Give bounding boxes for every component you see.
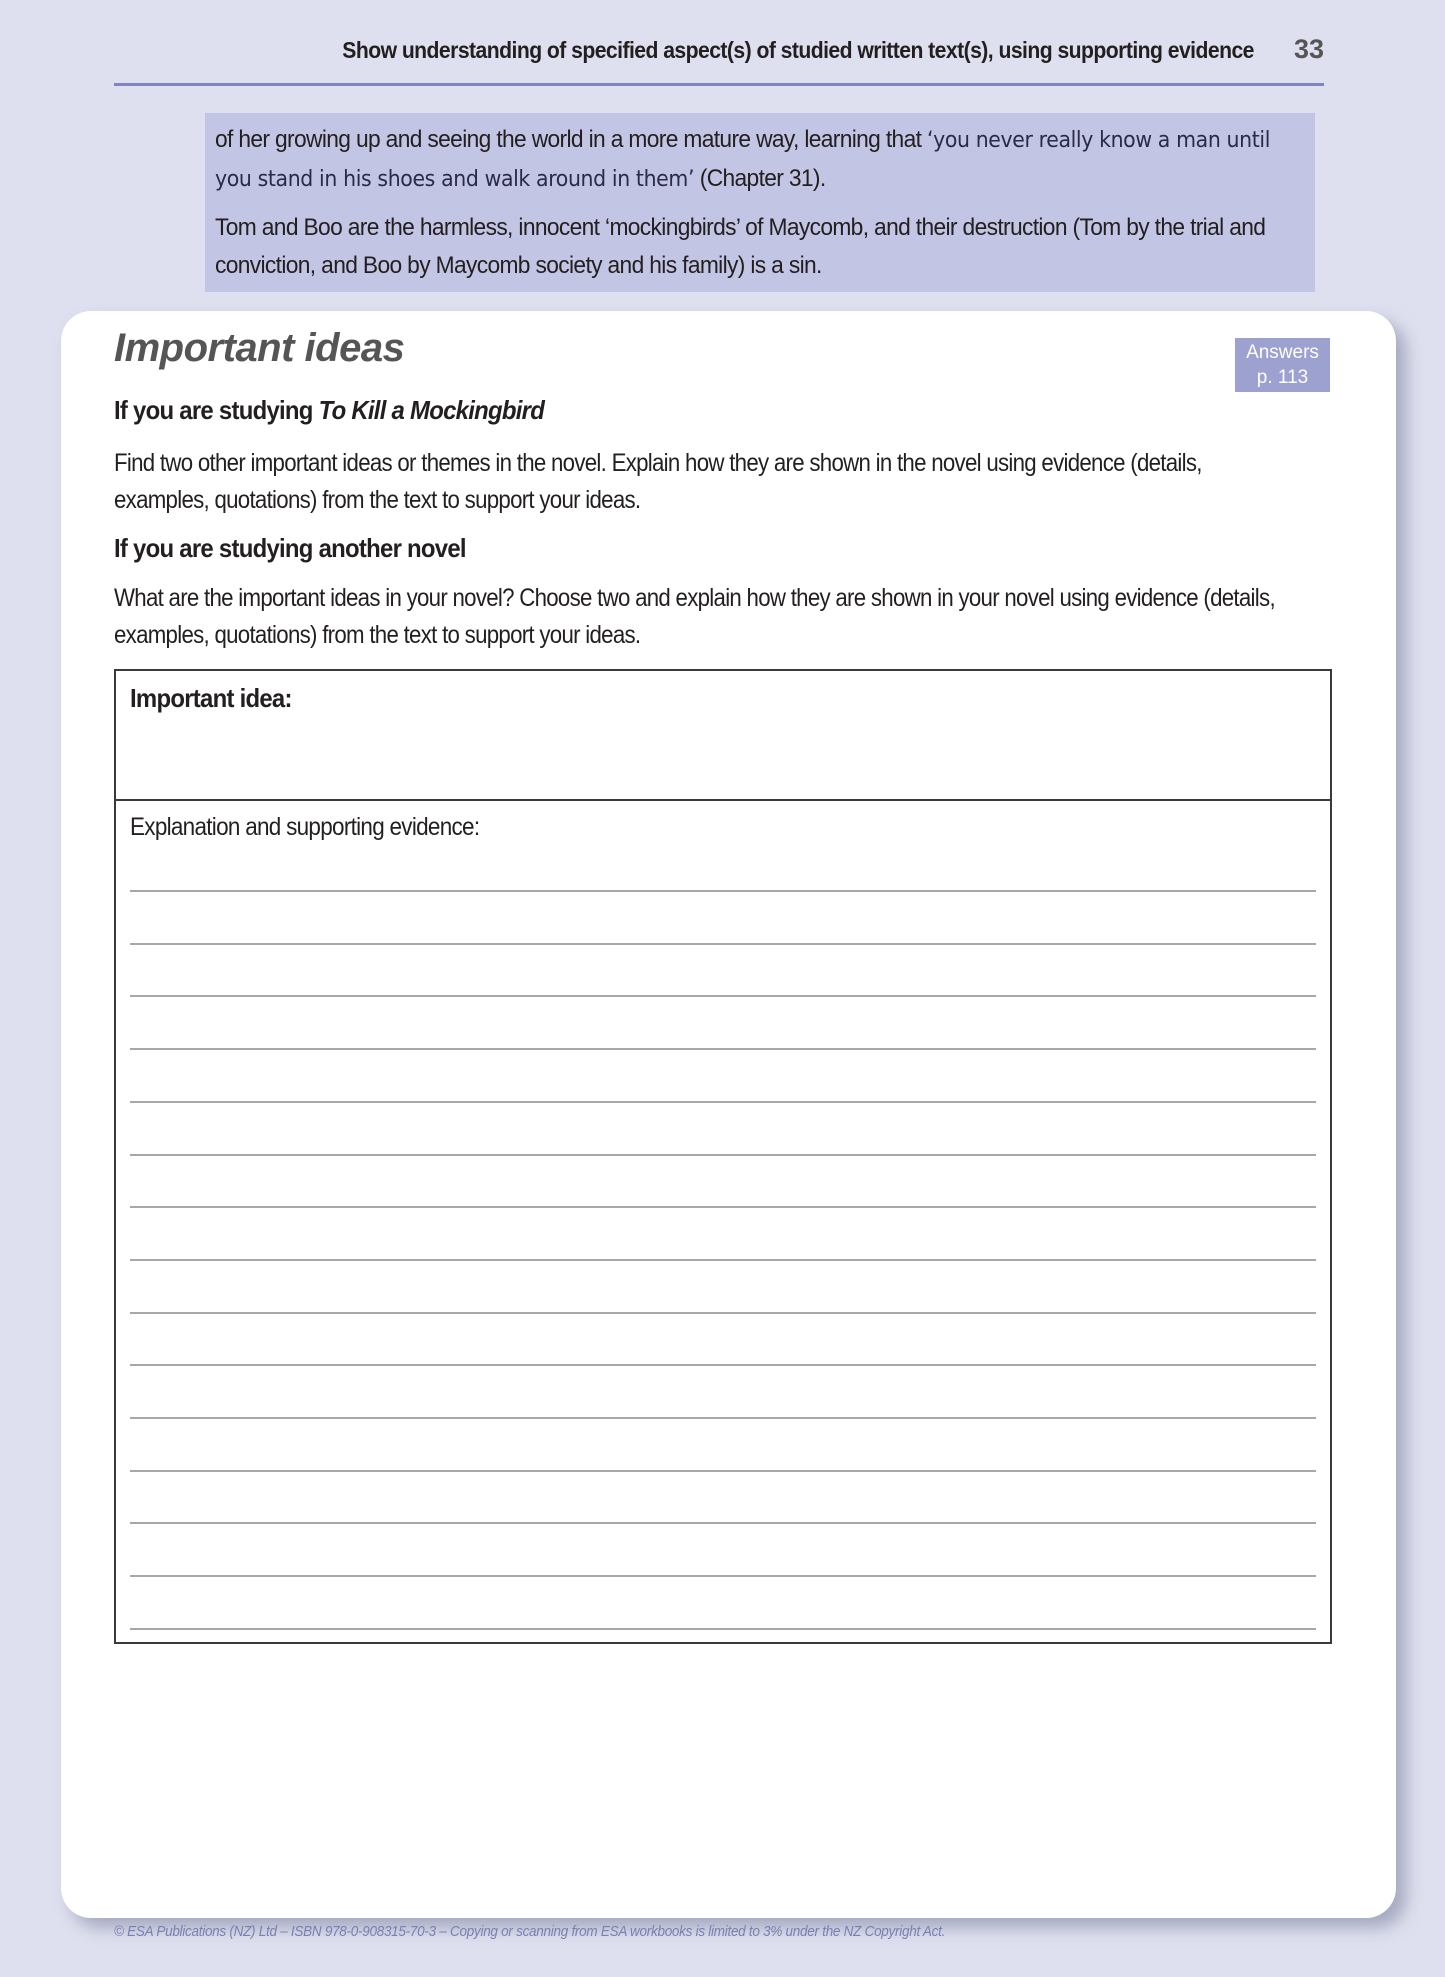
previous-answer-paragraph-1: of her growing up and seeing the world in a more mature way, learning that ‘you never really know a man until you stand in his shoes and walk around in them’ (Chapter 31). xyxy=(215,126,1271,192)
writing-line xyxy=(130,1048,1316,1050)
answers-badge-label: Answers xyxy=(1246,342,1319,363)
writing-line xyxy=(130,890,1316,892)
instruction-another-novel: What are the important ideas in your novel? Choose two and explain how they are shown in your novel using evidence (details, examples, quotations) from the text to support your ideas. xyxy=(114,584,1275,649)
header-rule xyxy=(114,83,1324,86)
running-head-title: Show understanding of specified aspect(s) of studied written text(s), using supporting evidence xyxy=(342,37,1254,63)
section-title: Important ideas xyxy=(114,326,405,370)
instruction-mockingbird: Find two other important ideas or themes in the novel. Explain how they are shown in the novel using evidence (details, examples, quotations) from the text to support your ideas. xyxy=(114,449,1202,514)
writing-line xyxy=(130,1575,1316,1577)
important-idea-label: Important idea: xyxy=(130,683,292,713)
subheading-to-kill-a-mockingbird: If you are studying To Kill a Mockingbird xyxy=(114,395,545,425)
writing-line xyxy=(130,1470,1316,1472)
writing-line xyxy=(130,1206,1316,1208)
answer-box xyxy=(114,669,1332,1644)
copyright-footer: © ESA Publications (NZ) Ltd – ISBN 978-0-908315-70-3 – Copying or scanning from ESA workbooks is limited to 3% under the NZ Copyright Act. xyxy=(114,1923,946,1940)
writing-line xyxy=(130,1628,1316,1630)
book-title: To Kill a Mockingbird xyxy=(318,395,545,425)
writing-line xyxy=(130,1101,1316,1103)
writing-line xyxy=(130,995,1316,997)
subheading-another-novel: If you are studying another novel xyxy=(114,533,466,563)
writing-line xyxy=(130,1259,1316,1261)
explanation-label: Explanation and supporting evidence: xyxy=(130,813,480,841)
previous-answer-paragraph-2: Tom and Boo are the harmless, innocent ‘mockingbirds’ of Maycomb, and their destruction (Tom by the trial and conviction, and Boo by Maycomb society and his family) is a sin. xyxy=(215,214,1266,279)
quotation: ‘you never really know a man until you stand in his shoes and walk around in them’ xyxy=(215,128,1271,192)
answers-badge xyxy=(1235,338,1330,392)
writing-line xyxy=(130,1522,1316,1524)
writing-line xyxy=(130,943,1316,945)
running-head xyxy=(114,34,1324,65)
important-idea-field[interactable] xyxy=(116,671,1330,801)
writing-line xyxy=(130,1364,1316,1366)
answers-badge-page: p. 113 xyxy=(1256,367,1309,388)
writing-line xyxy=(130,1312,1316,1314)
writing-line xyxy=(130,1154,1316,1156)
page-number: 33 xyxy=(1293,34,1324,64)
writing-line xyxy=(130,1417,1316,1419)
previous-answer-box xyxy=(205,113,1315,292)
